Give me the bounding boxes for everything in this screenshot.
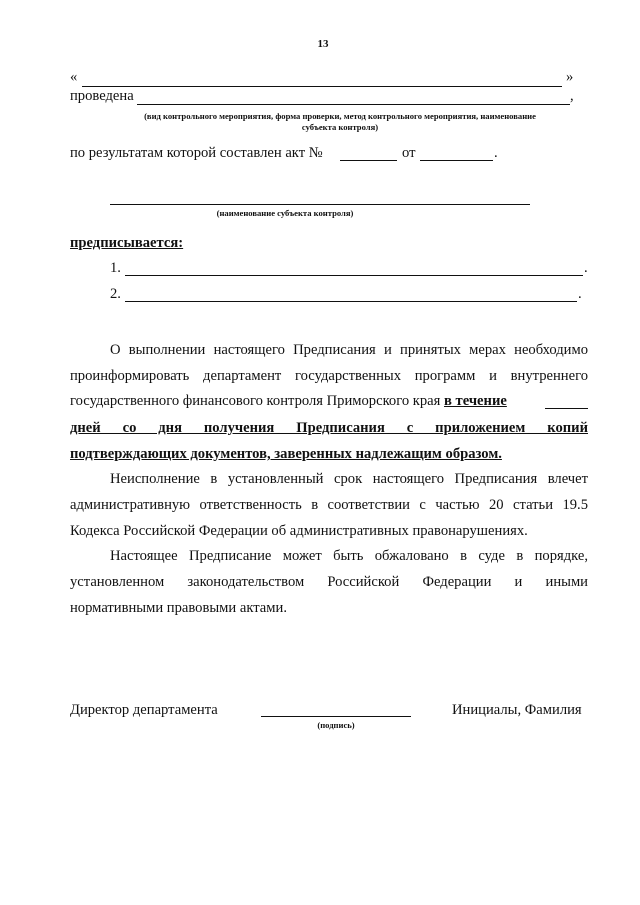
p2-line1: Неисполнение в установленный срок настоящего Предписания влечет [110, 471, 588, 487]
p2-line3: Кодекса Российской Федерации об административных правонарушениях. [70, 523, 528, 539]
act-text: по результатам которой составлен акт № [70, 145, 323, 161]
event-type-caption-line2: субъекта контроля) [301, 121, 379, 132]
prescribed-item-1-end: . [584, 260, 588, 276]
event-blank-line [82, 86, 562, 87]
p1-line1: О выполнении настоящего Предписания и принятых мерах необходимо [110, 342, 588, 358]
page-number: 13 [317, 38, 329, 50]
p3-line2: установленном законодательством Российской Федерации и иными [70, 574, 588, 590]
act-number-blank [340, 160, 397, 161]
event-type-caption [90, 111, 590, 132]
act-date-blank [420, 160, 493, 161]
act-from-label: от [402, 145, 416, 161]
signer-name: Инициалы, Фамилия [452, 702, 582, 718]
subject-caption: (наименование субъекта контроля) [216, 208, 354, 218]
p1-line3-text: государственного финансового контроля Приморского края [70, 393, 445, 409]
p1-line5: подтверждающих документов, заверенных надлежащим образом. [70, 446, 502, 462]
conducted-blank-line [137, 104, 570, 105]
conducted-label: проведена [70, 88, 134, 104]
signer-position: Директор департамента [70, 702, 218, 718]
conducted-comma: , [570, 88, 574, 104]
p1-line4: дней со дня получения Предписания с приложением копий [70, 420, 588, 436]
p1-line2: проинформировать департамент государственных программ и внутреннего [70, 368, 588, 384]
p1-line3-deadline: в течение [444, 393, 507, 409]
p1-line3 [70, 394, 507, 409]
prescribed-item-2-number: 2. [110, 286, 121, 302]
p1-deadline-blank [545, 408, 588, 409]
signature-caption: (подпись) [317, 720, 355, 730]
quote-close: » [566, 69, 574, 85]
prescribed-item-2-line [125, 301, 577, 302]
p3-line3: нормативными правовыми актами. [70, 600, 287, 616]
event-type-caption-line1: (вид контрольного мероприятия, форма проверки, метод контрольного мероприятия, наименование [144, 111, 536, 121]
act-end-dot: . [494, 145, 498, 161]
prescribed-item-1-line [125, 275, 583, 276]
prescribed-item-1-number: 1. [110, 260, 121, 276]
prescribed-title: предписывается: [70, 235, 184, 251]
signature-line [261, 716, 411, 717]
subject-blank-line [110, 204, 530, 205]
quote-open: « [70, 69, 78, 85]
p3-line1: Настоящее Предписание может быть обжаловано в суде в порядке, [110, 548, 588, 564]
prescribed-item-2-end: . [578, 286, 582, 302]
p2-line2: административную ответственность в соответствии с частью 20 статьи 19.5 [70, 497, 588, 513]
